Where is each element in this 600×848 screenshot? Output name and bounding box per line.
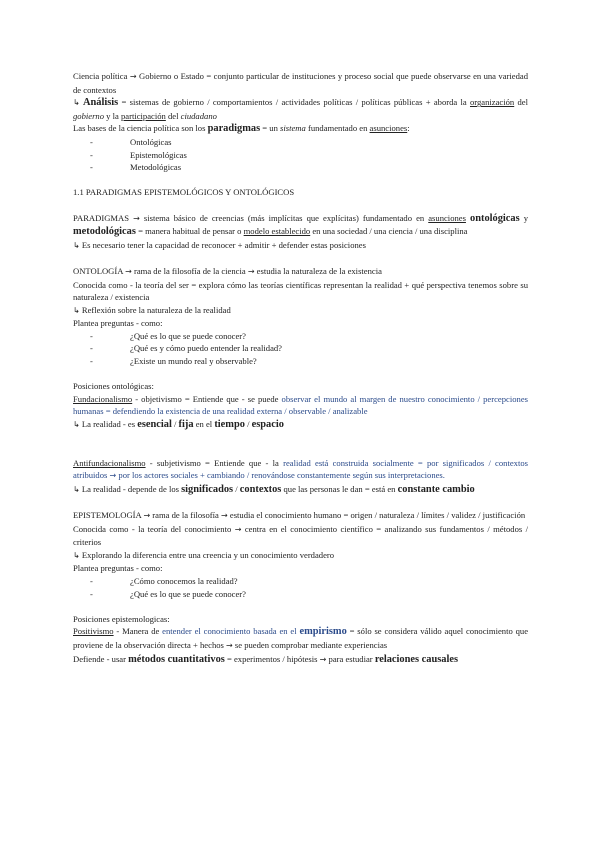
text: = sólo se considera válido aquel conocimiento que proviene de la observación directa + hechos bbox=[73, 626, 529, 650]
italic-text: sistema bbox=[280, 123, 306, 134]
ontologia-note bbox=[73, 304, 528, 318]
corner-arrow-icon: ↳ bbox=[73, 98, 80, 108]
list-item: - Ontológicas bbox=[90, 136, 172, 147]
text: Reflexión sobre la naturaleza de la realidad bbox=[81, 304, 231, 315]
term: metodológicas bbox=[73, 226, 136, 238]
text: del bbox=[165, 110, 181, 121]
highlighted-text: observar el mundo al margen de nuestro conocimiento / percepciones humanas = defendiendo la existencia de una realidad externa / observable / analizable bbox=[73, 393, 528, 417]
underlined-text: participación bbox=[120, 110, 166, 121]
arrow-right-icon: → bbox=[129, 72, 137, 81]
text: para estudiar bbox=[328, 653, 375, 664]
text: Conocida como - la teoría del conocimiento bbox=[73, 523, 232, 534]
positivismo-methods bbox=[73, 653, 528, 667]
term: empirismo bbox=[299, 626, 347, 638]
corner-arrow-icon: ↳ bbox=[73, 240, 80, 250]
arrow-right-icon: → bbox=[221, 511, 228, 520]
list-item: - ¿Qué es lo que se puede conocer? bbox=[90, 588, 246, 599]
term: ontológicas bbox=[470, 212, 520, 224]
paradigmas-note bbox=[73, 239, 528, 253]
highlighted-text: por los actores sociales + cambiando / renovándose constantemente según sus interpretaciones. bbox=[118, 470, 445, 481]
text: y la bbox=[104, 110, 121, 121]
arrow-right-icon: → bbox=[133, 213, 140, 223]
arrow-right-icon: → bbox=[125, 266, 132, 276]
ontologia-definition: Conocida como - la teoría del ser = explora cómo las teorías científicas representan la realidad + qué perspectiva tenemos sobre su naturaleza / existencia bbox=[73, 279, 528, 303]
list-item-text: ¿Cómo conocemos la realidad? bbox=[130, 575, 238, 586]
intro-paragraph bbox=[73, 70, 528, 96]
analysis-paragraph bbox=[73, 96, 528, 122]
ontologia-heading bbox=[73, 265, 528, 279]
text: Explorando la diferencia entre una creencia y un conocimiento verdadero bbox=[81, 549, 335, 560]
underlined-text: modelo establecido bbox=[243, 226, 311, 237]
text: PARADIGMAS bbox=[73, 212, 130, 223]
text: Las bases de la ciencia política son los bbox=[73, 123, 208, 134]
text: sistema básico de creencias (más implícitas que explícitas) fundamentado en bbox=[143, 212, 429, 223]
epistemologia-note bbox=[73, 549, 528, 563]
epistemologia-definition bbox=[73, 523, 528, 549]
list-item: - ¿Qué es lo que se puede conocer? bbox=[90, 330, 246, 341]
text: Gobierno o Estado = conjunto particular de instituciones y proceso social que puede observarse en una variedad de contextos bbox=[73, 71, 528, 95]
list-item-text: ¿Existe un mundo real y observable? bbox=[130, 356, 257, 367]
text: / bbox=[233, 483, 240, 494]
corner-arrow-icon: ↳ bbox=[73, 420, 80, 430]
bases-paragraph bbox=[73, 122, 528, 136]
text: estudia la naturaleza de la existencia bbox=[256, 265, 382, 276]
text: del bbox=[514, 97, 528, 108]
term: tiempo bbox=[214, 419, 245, 431]
term: significados bbox=[181, 483, 234, 495]
text: Ciencia política bbox=[73, 71, 128, 81]
text: Es necesario tener la capacidad de reconocer + admitir + defender estas posiciones bbox=[81, 239, 366, 250]
fundacionalismo-paragraph bbox=[73, 393, 528, 418]
text: centra en el conocimiento científico = analizando sus fundamentos / métodos / criterios bbox=[73, 523, 529, 548]
term: relaciones causales bbox=[374, 653, 459, 665]
list-item: - Epistemológicas bbox=[90, 149, 187, 160]
text: = un bbox=[260, 123, 281, 134]
text: en el bbox=[193, 419, 215, 430]
underlined-text: asunciones bbox=[369, 123, 408, 134]
positivismo-paragraph bbox=[73, 625, 528, 652]
list-item-text: Ontológicas bbox=[130, 136, 172, 147]
text: / bbox=[244, 419, 252, 430]
fundacionalismo-note bbox=[73, 418, 528, 432]
underlined-text: organización bbox=[469, 97, 515, 108]
text: La realidad - es bbox=[81, 419, 138, 430]
corner-arrow-icon: ↳ bbox=[73, 550, 80, 560]
text: / bbox=[171, 419, 179, 430]
list-item-text: Epistemológicas bbox=[130, 149, 187, 160]
term: métodos cuantitativos bbox=[128, 653, 225, 665]
text: La realidad - depende de los bbox=[81, 483, 182, 494]
term: espacio bbox=[251, 419, 284, 431]
underlined-text: Antifundacionalismo bbox=[73, 457, 146, 468]
text: ONTOLOGÍA bbox=[73, 265, 123, 276]
italic-text: ciudadano bbox=[180, 110, 217, 121]
text: que las personas le dan = está en bbox=[281, 483, 398, 494]
arrow-right-icon: → bbox=[319, 654, 327, 664]
list-item: - ¿Cómo conocemos la realidad? bbox=[90, 575, 238, 586]
antifundacionalismo-note bbox=[73, 483, 528, 497]
text: - Manera de bbox=[113, 626, 163, 637]
arrow-right-icon: → bbox=[109, 471, 117, 481]
posiciones-ontologicas-title: Posiciones ontológicas: bbox=[73, 381, 154, 392]
term: paradigmas bbox=[207, 123, 261, 135]
text: = sistemas de gobierno / comportamientos / actividades políticas / políticas públicas + aborda la bbox=[118, 97, 470, 108]
corner-arrow-icon: ↳ bbox=[73, 484, 80, 494]
term: Análisis bbox=[82, 97, 119, 109]
posiciones-epistemologicas-title: Posiciones epistemologicas: bbox=[73, 613, 170, 624]
term: esencial bbox=[137, 419, 172, 431]
arrow-right-icon: → bbox=[247, 266, 255, 276]
text: estudia el conocimiento humano = origen / naturaleza / límites / validez / justificación bbox=[229, 510, 526, 520]
arrow-right-icon: → bbox=[234, 524, 242, 534]
underlined-text: Fundacionalismo bbox=[73, 393, 133, 404]
paradigmas-paragraph bbox=[73, 212, 528, 239]
text: - subjetivismo = Entiende que - la bbox=[145, 457, 284, 468]
text: rama de la filosofía de la ciencia bbox=[133, 265, 246, 276]
text: se pueden comprobar mediante experiencias bbox=[234, 639, 388, 650]
list-item: - ¿Existe un mundo real y observable? bbox=[90, 356, 257, 367]
arrow-right-icon: → bbox=[226, 640, 233, 650]
epistemologia-heading bbox=[73, 509, 528, 523]
text: en una sociedad / una ciencia / una disciplina bbox=[310, 226, 468, 237]
text: y bbox=[519, 212, 529, 223]
highlighted-text: entender el conocimiento basada en el bbox=[162, 626, 300, 637]
list-item: - Metodológicas bbox=[90, 162, 182, 173]
text: = experimentos / hipótesis bbox=[224, 653, 318, 664]
text: : bbox=[407, 123, 410, 134]
underlined-text: Positivismo bbox=[73, 626, 114, 637]
list-item-text: ¿Qué es y cómo puedo entender la realidad? bbox=[130, 343, 282, 354]
text: - objetivismo = Entiende que - se puede bbox=[132, 393, 282, 404]
list-item: - ¿Qué es y cómo puedo entender la realidad? bbox=[90, 343, 282, 354]
list-item-text: ¿Qué es lo que se puede conocer? bbox=[130, 330, 246, 341]
ontologia-questions-intro: Plantea preguntas - como: bbox=[73, 318, 163, 329]
text: EPISTEMOLOGÍA bbox=[73, 510, 142, 520]
italic-text: gobierno bbox=[73, 110, 105, 121]
text: rama de la filosofía bbox=[152, 510, 219, 520]
term: contextos bbox=[239, 483, 282, 495]
term: constante cambio bbox=[397, 483, 475, 495]
list-item-text: ¿Qué es lo que se puede conocer? bbox=[130, 588, 246, 599]
list-item-text: Metodológicas bbox=[130, 162, 182, 173]
text: fundamentado en bbox=[305, 123, 370, 134]
underlined-text: asunciones bbox=[428, 212, 466, 223]
document-page bbox=[73, 70, 528, 666]
highlighted-text: realidad está construida socialmente = por significados / contextos atribuidos bbox=[73, 457, 528, 481]
epistemologia-questions-intro: Plantea preguntas - como: bbox=[73, 563, 163, 574]
section-heading: 1.1 PARADIGMAS EPISTEMOLÓGICOS Y ONTOLÓGICOS bbox=[73, 187, 295, 198]
arrow-right-icon: → bbox=[143, 511, 151, 520]
text: = manera habitual de pensar o bbox=[135, 226, 244, 237]
term: fija bbox=[178, 419, 194, 431]
text: Defiende - usar bbox=[73, 653, 129, 664]
corner-arrow-icon: ↳ bbox=[73, 305, 80, 315]
antifundacionalismo-paragraph bbox=[73, 457, 528, 483]
